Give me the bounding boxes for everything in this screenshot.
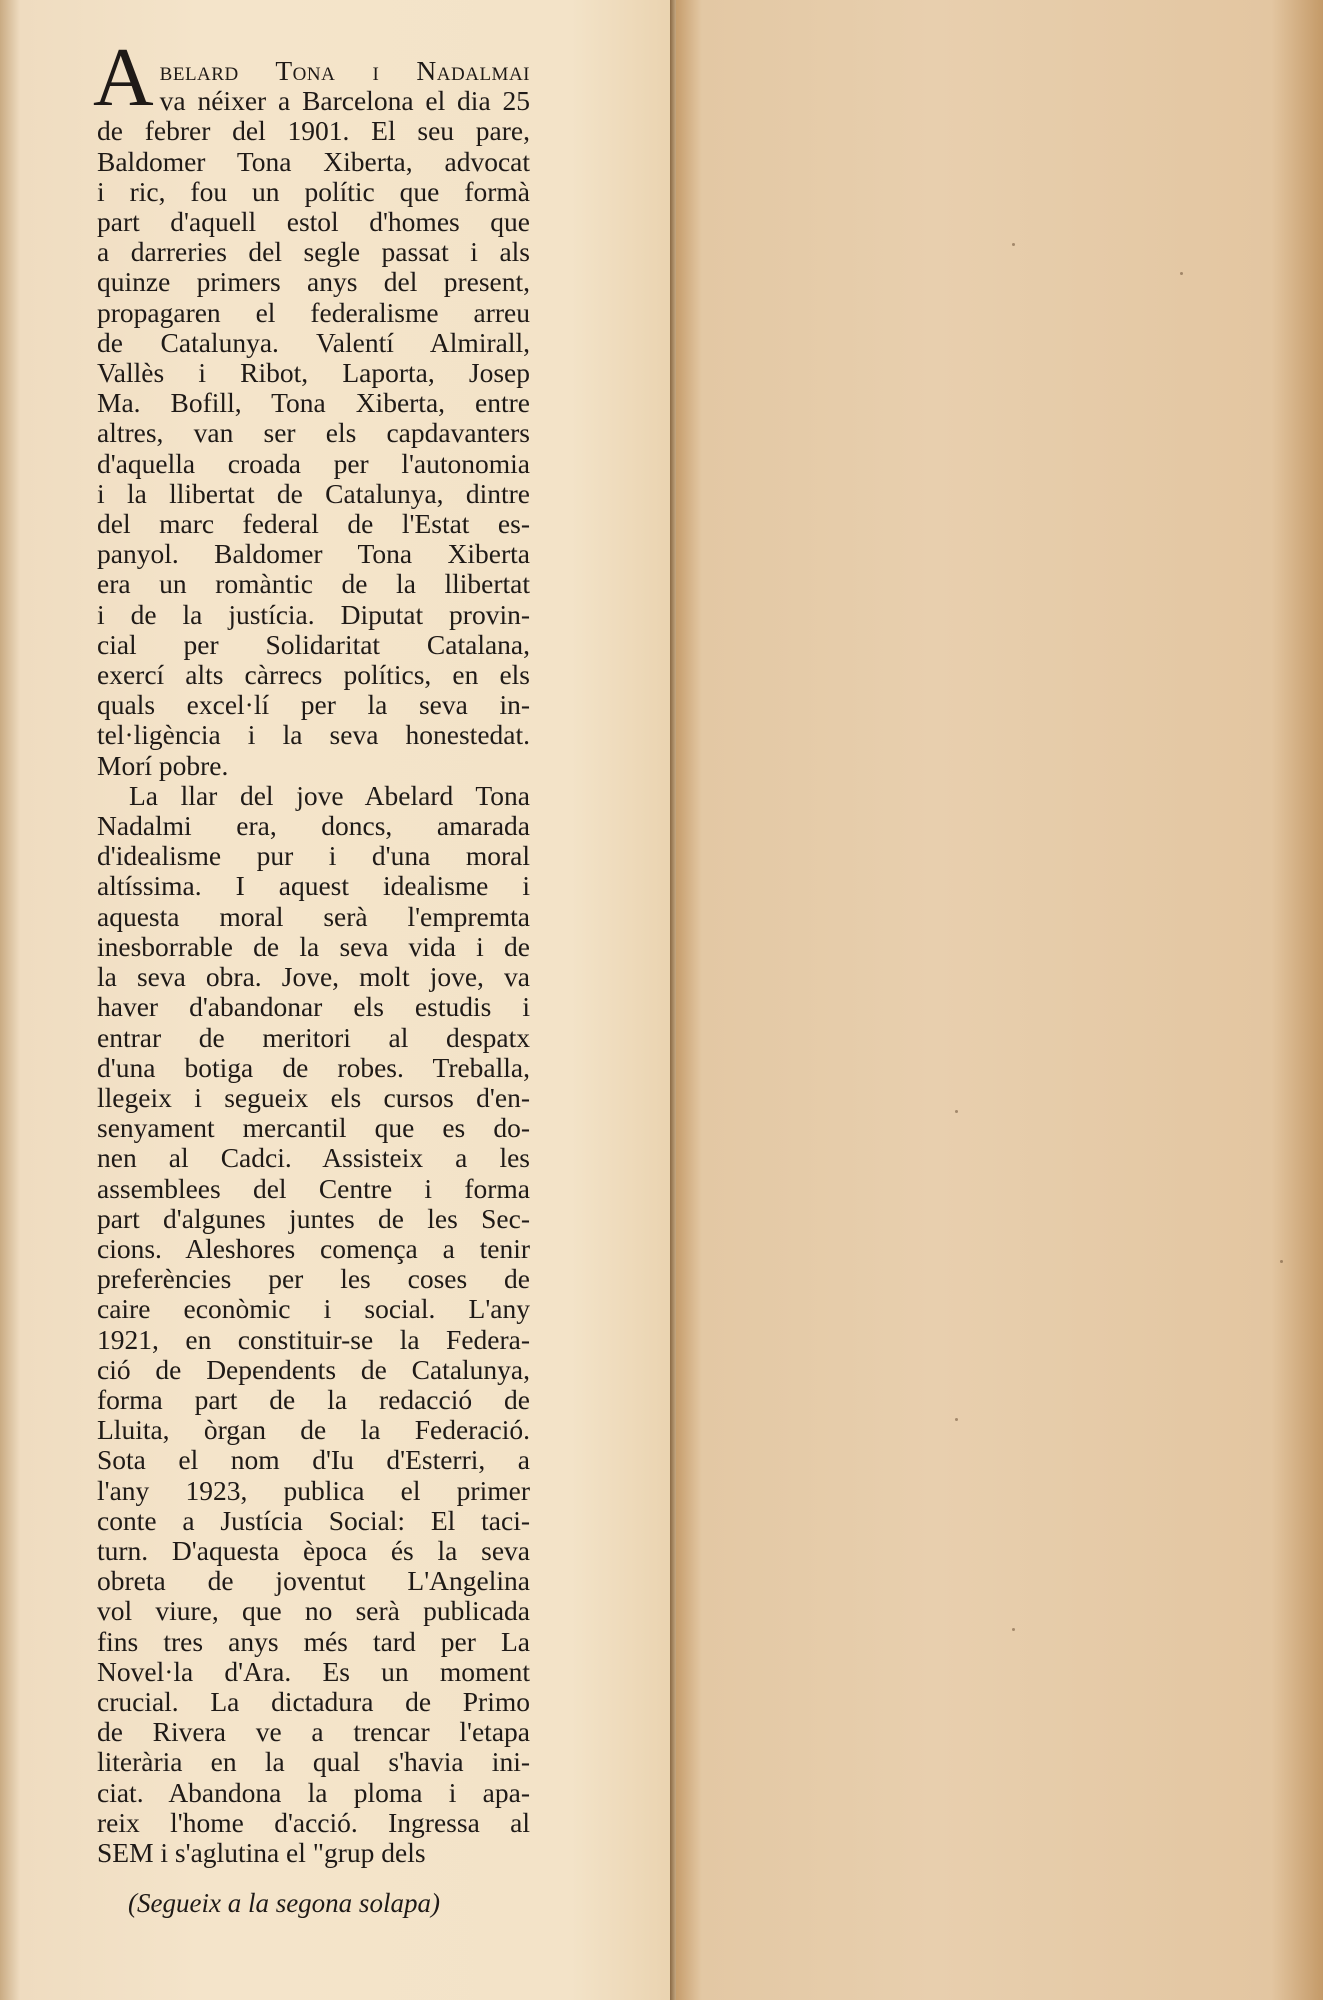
text-line: reix l'home d'acció. Ingressa al: [97, 1806, 530, 1838]
text-line: cial per Solidaritat Catalana,: [97, 628, 530, 660]
text-line: panyol. Baldomer Tona Xiberta: [97, 538, 530, 570]
biography-text: [93, 31, 530, 1868]
text-line: d'una botiga de robes. Treballa,: [97, 1051, 530, 1083]
continuation-note: (Segueix a la segona solapa): [128, 1888, 440, 1918]
text-line: d'idealisme pur i d'una moral: [97, 840, 530, 872]
text-line: Vallès i Ribot, Laporta, Josep: [97, 357, 530, 389]
text-line: de Catalunya. Valentí Almirall,: [97, 326, 530, 358]
paper-speck: [1180, 272, 1183, 275]
text-line: forma part de la redacció de: [97, 1383, 530, 1415]
text-line: Sota el nom d'Iu d'Esterri, a: [97, 1444, 530, 1476]
text-line: quinze primers anys del present,: [97, 266, 530, 298]
paper-speck: [955, 1110, 958, 1113]
text-line: de Rivera ve a trencar l'etapa: [97, 1716, 530, 1748]
text-line: caire econòmic i social. L'any: [97, 1293, 530, 1325]
text-line: ció de Dependents de Catalunya,: [97, 1353, 530, 1385]
drop-cap: A: [93, 31, 154, 124]
text-line: exercí alts càrrecs polítics, en els: [97, 659, 530, 691]
text-line: vol viure, que no serà publicada: [97, 1595, 530, 1627]
text-line: la seva obra. Jove, molt jove, va: [97, 961, 530, 993]
text-line: cions. Aleshores comença a tenir: [97, 1232, 530, 1264]
text-line: assemblees del Centre i forma: [97, 1172, 530, 1204]
text-line: part d'algunes juntes de les Sec-: [97, 1202, 530, 1234]
text-line: crucial. La dictadura de Primo: [97, 1685, 530, 1717]
text-line: La llar del jove Abelard Tona: [129, 779, 530, 811]
text-line: i ric, fou un polític que formà: [97, 175, 530, 207]
text-line: entrar de meritori al despatx: [97, 1021, 530, 1053]
paper-speck: [1012, 243, 1015, 246]
text-line: ciat. Abandona la ploma i apa-: [97, 1776, 530, 1808]
text-line: d'aquella croada per l'autonomia: [97, 447, 530, 479]
text-line: Nadalmi era, doncs, amarada: [97, 810, 530, 842]
text-line: altres, van ser els capdavanters: [97, 417, 530, 449]
right-blank-page: [676, 0, 1323, 2000]
text-line: nen al Cadci. Assisteix a les: [97, 1142, 530, 1174]
text-line: obreta de joventut L'Angelina: [97, 1565, 530, 1597]
opening-line: belard Tona i Nadalmai: [159, 55, 530, 86]
text-line: literària en la qual s'havia ini-: [97, 1746, 530, 1778]
text-line: fins tres anys més tard per La: [97, 1625, 530, 1657]
paper-speck: [955, 1418, 958, 1421]
text-line: tel·ligència i la seva honestedat.: [97, 719, 530, 751]
text-line: inesborrable de la seva vida i de: [97, 930, 530, 962]
text-line: turn. D'aquesta època és la seva: [97, 1534, 530, 1566]
text-line: a darreries del segle passat i als: [97, 236, 530, 268]
text-line: Novel·la d'Ara. Es un moment: [97, 1655, 530, 1687]
text-line: Lluita, òrgan de la Federació.: [97, 1414, 530, 1446]
text-line: propagaren el federalisme arreu: [97, 296, 530, 328]
text-line: conte a Justícia Social: El taci-: [97, 1504, 530, 1536]
text-line: senyament mercantil que es do-: [97, 1112, 530, 1144]
text-line: quals excel·lí per la seva in-: [97, 689, 530, 721]
paper-speck: [1012, 1628, 1015, 1631]
text-line: llegeix i segueix els cursos d'en-: [97, 1081, 530, 1113]
text-line: haver d'abandonar els estudis i: [97, 991, 530, 1023]
text-line: aquesta moral serà l'empremta: [97, 900, 530, 932]
text-line: i la llibertat de Catalunya, dintre: [97, 477, 530, 509]
text-line: part d'aquell estol d'homes que: [97, 206, 530, 238]
text-line: l'any 1923, publica el primer: [97, 1474, 530, 1506]
text-line: era un romàntic de la llibertat: [97, 568, 530, 600]
second-paragraph: [97, 781, 530, 1868]
text-line: va néixer a Barcelona el dia 25: [159, 85, 530, 117]
first-paragraph: [93, 31, 530, 781]
text-line: SEM i s'aglutina el "grup dels: [97, 1836, 426, 1868]
text-line: altíssima. I aquest idealisme i: [97, 870, 530, 902]
text-line: preferències per les coses de: [97, 1263, 530, 1295]
text-line: Baldomer Tona Xiberta, advocat: [97, 145, 530, 177]
text-line: de febrer del 1901. El seu pare,: [97, 115, 530, 147]
text-line: i de la justícia. Diputat provin-: [97, 598, 530, 630]
text-line: Ma. Bofill, Tona Xiberta, entre: [97, 387, 530, 419]
text-line: Morí pobre.: [97, 749, 229, 781]
text-line: del marc federal de l'Estat es-: [97, 508, 530, 540]
paper-speck: [1280, 1260, 1283, 1263]
text-line: 1921, en constituir-se la Federa-: [97, 1323, 530, 1355]
